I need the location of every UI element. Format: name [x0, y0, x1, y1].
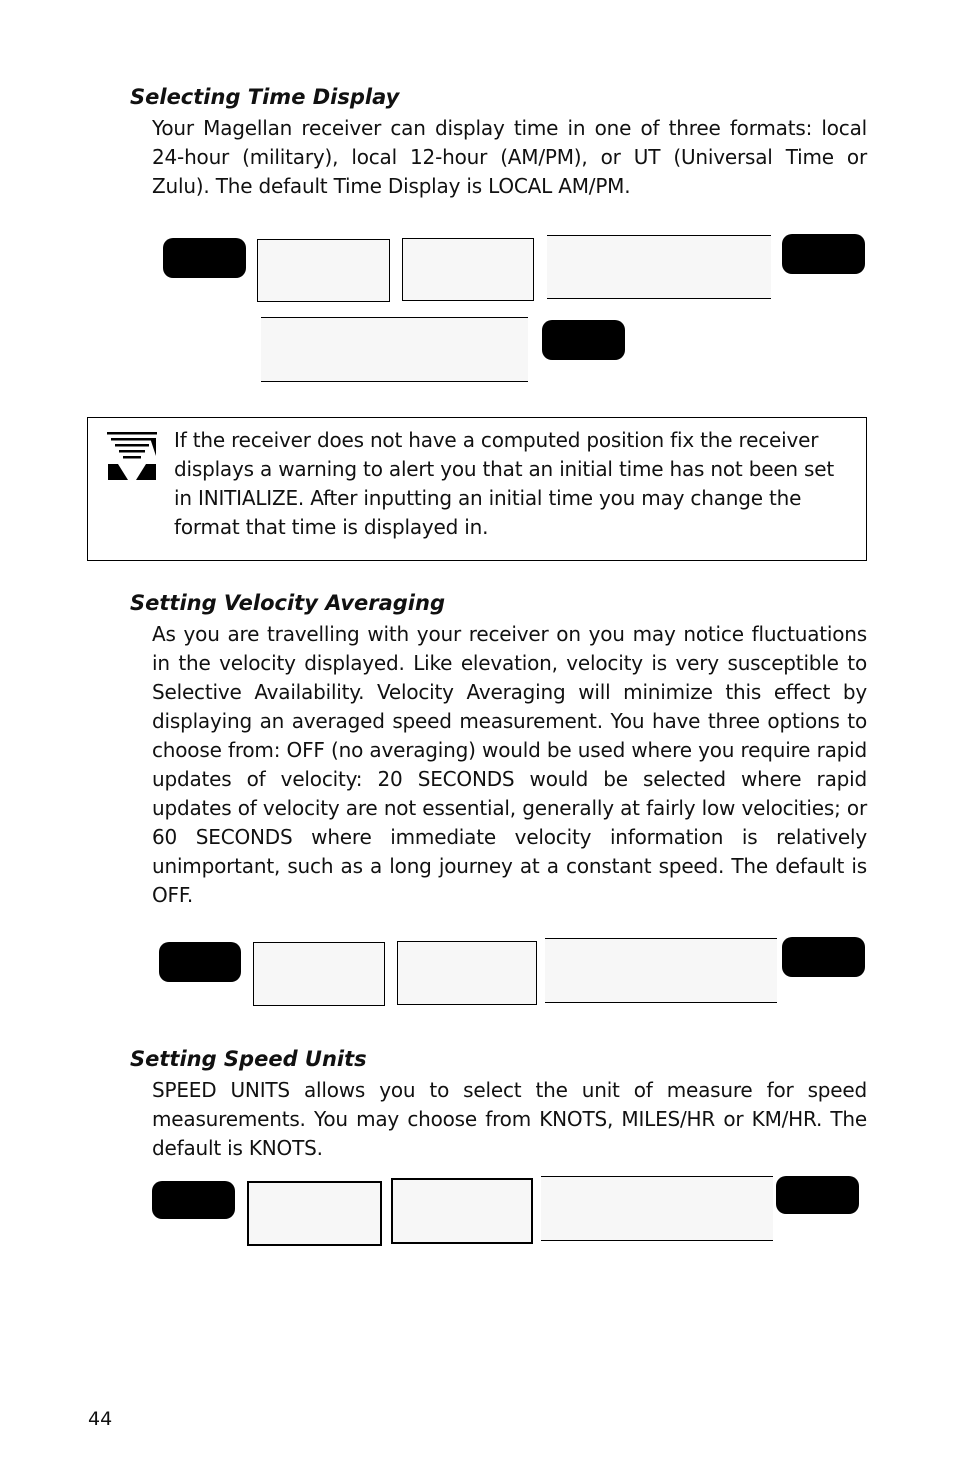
screen-box-icon [247, 1181, 382, 1246]
note-text: If the receiver does not have a computed position fix the receiver displays a warning to alert you that an initial time has not been set in INITIALIZE. After inputting an initial time you may change the format that time is displayed in. [174, 428, 835, 539]
key-button-icon [159, 942, 241, 982]
key-button-icon [782, 234, 865, 274]
screen-box-icon [391, 1178, 533, 1244]
screen-display-icon [545, 938, 777, 1003]
screen-display-icon [547, 235, 771, 299]
paragraph-time-display: Your Magellan receiver can display time in one of three formats: local 24-hour (military), local 12-hour (AM/PM), or UT (Universal Time or Zulu). The default Time Display is LOCAL AM/PM. [152, 116, 867, 198]
screen-display-icon [261, 317, 528, 382]
heading-time-display: Selecting Time Display [130, 85, 400, 109]
screen-display-icon [541, 1176, 773, 1241]
key-button-icon [776, 1176, 859, 1214]
paragraph-speed-units: SPEED UNITS allows you to select the unit of measure for speed measurements. You may choose from KNOTS, MILES/HR or KM/HR. The default is KNOTS. [152, 1078, 867, 1160]
key-button-icon [152, 1181, 235, 1219]
key-button-icon [542, 320, 625, 360]
screen-box-icon [257, 239, 390, 302]
page-number: 44 [88, 1408, 113, 1430]
key-button-icon [163, 238, 246, 278]
paragraph-velocity-averaging: As you are travelling with your receiver on you may notice fluctuations in the velocity displayed. Like elevation, velocity is very susceptible to Selective Availability. Velocity Averaging will minimize this effect by displaying an averaged speed measurement. You have three options to choose from: OFF (no averaging) would be used where you require rapid updates of velocity: 20 SECONDS would be selected where rapid updates of velocity are not essential, generally at fairly low velocities; or 60 SECONDS where immediate velocity information is relatively unimportant, such as a long journey at a constant speed. The default is OFF. [152, 622, 867, 907]
screen-box-icon [397, 941, 537, 1005]
heading-speed-units: Setting Speed Units [130, 1047, 367, 1071]
screen-box-icon [402, 238, 534, 301]
screen-box-icon [253, 942, 385, 1006]
heading-velocity-averaging: Setting Velocity Averaging [130, 591, 445, 615]
note-box [87, 417, 867, 561]
key-button-icon [782, 937, 865, 977]
note-icon [106, 432, 158, 484]
